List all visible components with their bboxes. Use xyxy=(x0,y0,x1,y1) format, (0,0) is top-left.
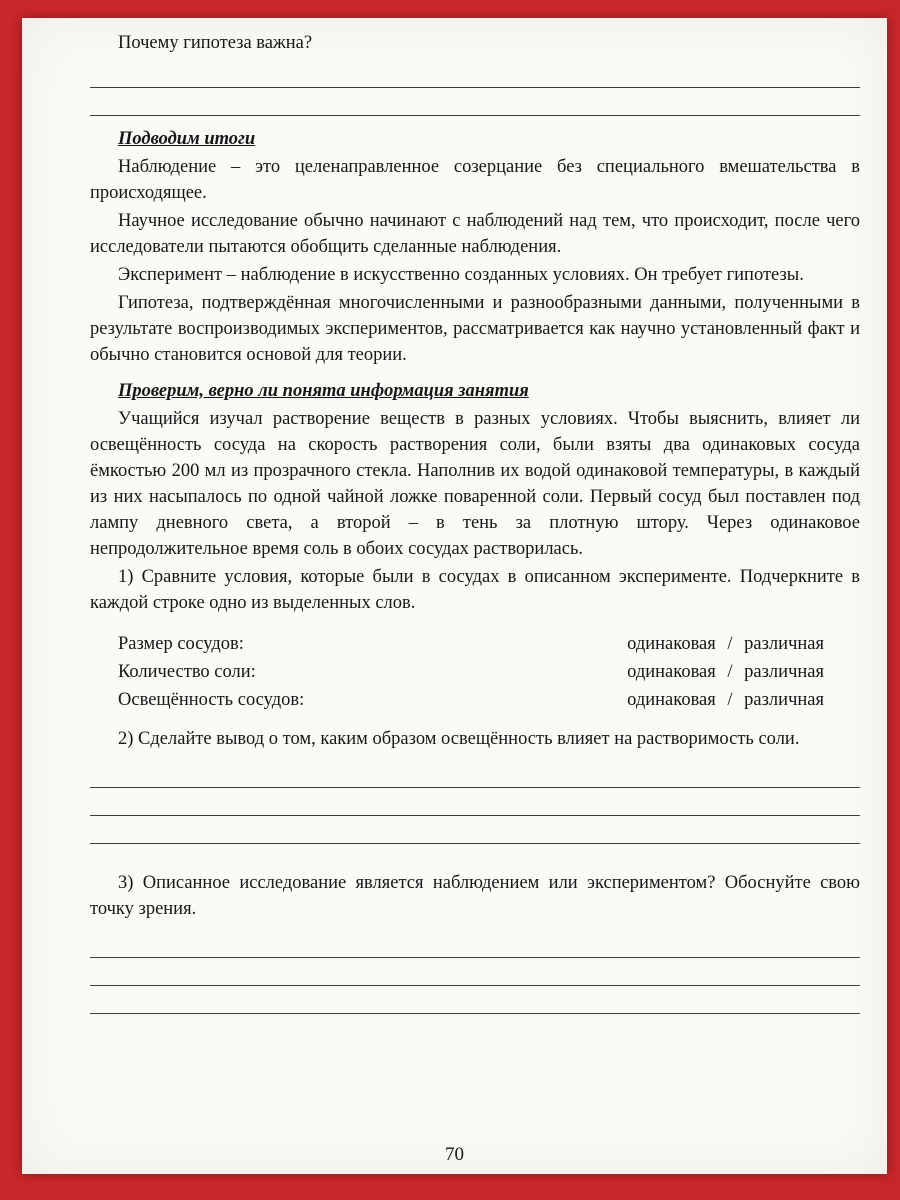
task2-answer-lines xyxy=(90,760,860,844)
workbook-page xyxy=(22,18,887,1174)
spacer xyxy=(90,844,860,868)
comparison-rows xyxy=(90,630,860,714)
task3-text: 3) Описанное исследование является наблюдением или экспериментом? Обоснуйте свою точку зрения. xyxy=(90,873,860,919)
task1-text: 1) Сравните условия, которые были в сосудах в описанном эксперименте. Подчеркните в каждой строке одно из выделенных слов. xyxy=(90,567,860,613)
row-options[interactable]: одинаковая / различная xyxy=(627,662,824,682)
row-label: Размер сосудов: xyxy=(118,634,244,654)
comparison-row xyxy=(90,686,860,714)
comparison-row xyxy=(90,658,860,686)
writing-line xyxy=(90,816,860,844)
row-options[interactable]: одинаковая / различная xyxy=(627,690,824,710)
writing-line xyxy=(90,60,860,88)
row-label: Освещённость сосудов: xyxy=(118,690,305,710)
summary-paragraph: Наблюдение – это целенаправленное созерцание без специального вмешательства в происходящее. xyxy=(90,157,860,203)
page-number: 70 xyxy=(445,1144,464,1165)
writing-line xyxy=(90,760,860,788)
question-title: Почему гипотеза важна? xyxy=(118,33,313,53)
summary-paragraph: Эксперимент – наблюдение в искусственно созданных условиях. Он требует гипотезы. xyxy=(118,265,804,285)
writing-line xyxy=(90,788,860,816)
writing-line xyxy=(90,930,860,958)
row-options[interactable]: одинаковая / различная xyxy=(627,634,824,654)
check-intro-paragraph: Учащийся изучал растворение веществ в разных условиях. Чтобы выяснить, влияет ли освещённость сосуда на скорость растворения соли, были взяты два одинаковых сосуда ёмкостью 200 мл из прозрачного стекла. Наполнив их водой одинаковой температуры, в каждый из них насыпалось по одной чайной ложке поваренной соли. Первый сосуд был поставлен под лампу дневного света, а второй – в тень за плотную штору. Через одинаковое непродолжительное время соль в обоих сосудах растворилась. xyxy=(90,409,860,559)
summary-paragraph: Научное исследование обычно начинают с наблюдений над тем, что происходит, после чего исследователи пытаются обобщить сделанные наблюдения. xyxy=(90,211,860,257)
writing-line xyxy=(90,986,860,1014)
row-label: Количество соли: xyxy=(118,662,256,682)
writing-line xyxy=(90,88,860,116)
summary-paragraph: Гипотеза, подтверждённая многочисленными и разнообразными данными, полученными в результате воспроизводимых экспериментов, рассматривается как научно установленный факт и обычно становится основой для теории. xyxy=(90,293,860,365)
comparison-row xyxy=(90,630,860,658)
task3-answer-lines xyxy=(90,930,860,1014)
writing-line xyxy=(90,958,860,986)
check-heading: Проверим, верно ли понята информация занятия xyxy=(118,381,529,401)
task2-text: 2) Сделайте вывод о том, каким образом освещённость влияет на растворимость соли. xyxy=(118,729,800,749)
summary-heading: Подводим итоги xyxy=(118,129,256,149)
